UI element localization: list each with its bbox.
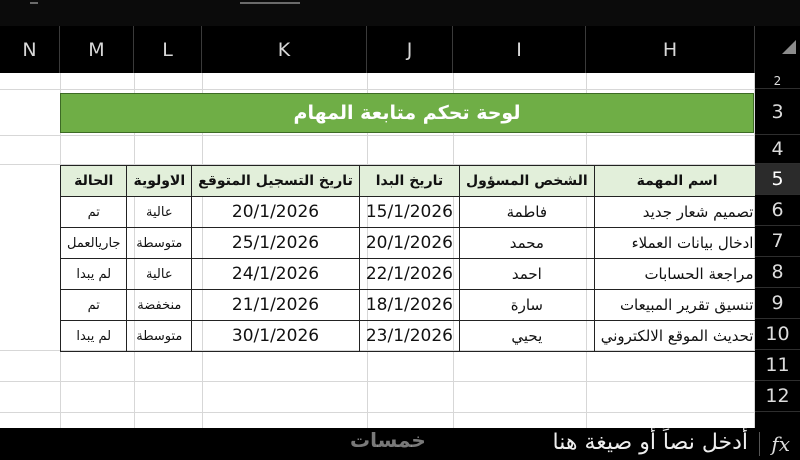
cell-task[interactable]: تنسيق تقرير المبيعات [594,290,755,321]
column-header-I[interactable]: I [453,26,586,73]
spreadsheet-grid[interactable] [0,73,755,428]
cell-task[interactable]: تصميم شعار جديد [594,197,755,228]
header-start-date[interactable]: تاريخ البدا [359,166,459,197]
cell-priority[interactable]: عالية [127,197,192,228]
table-row [61,228,756,259]
cell-priority[interactable]: منخفضة [127,290,192,321]
header-status[interactable]: الحالة [61,166,127,197]
tasks-table [60,165,755,352]
row-header-11[interactable]: 11 [755,350,800,381]
toolbar-fragment [240,2,300,12]
watermark-logo: خمسات [350,428,426,452]
cell-start-date[interactable]: 22/1/2026 [359,259,459,290]
cell-owner[interactable]: محمد [460,228,595,259]
cell-task[interactable]: تحديث الموقع الالكتروني [594,321,755,352]
cell-owner[interactable]: سارة [460,290,595,321]
row-header-8[interactable]: 8 [755,257,800,288]
top-toolbar [0,0,800,26]
cell-priority[interactable]: متوسطة [127,228,192,259]
row-header-9[interactable]: 9 [755,288,800,319]
cell-start-date[interactable]: 18/1/2026 [359,290,459,321]
cell-due-date[interactable]: 20/1/2026 [192,197,360,228]
column-header-H[interactable]: H [586,26,755,73]
header-priority[interactable]: الاولوية [127,166,192,197]
cell-start-date[interactable]: 20/1/2026 [359,228,459,259]
cell-due-date[interactable]: 24/1/2026 [192,259,360,290]
cell-start-date[interactable]: 15/1/2026 [359,197,459,228]
row-header-5[interactable]: 5 [755,164,800,195]
cell-priority[interactable]: متوسطة [127,321,192,352]
table-row [61,321,756,352]
cell-start-date[interactable]: 23/1/2026 [359,321,459,352]
row-header-2[interactable]: 2 [755,73,800,89]
cell-due-date[interactable]: 25/1/2026 [192,228,360,259]
select-all-button[interactable] [755,26,800,73]
cell-owner[interactable]: احمد [460,259,595,290]
cell-owner[interactable]: فاطمة [460,197,595,228]
fx-icon[interactable]: fx [771,432,790,456]
cell-status[interactable]: تم [61,290,127,321]
column-header-bar [0,26,800,73]
column-header-J[interactable]: J [367,26,453,73]
row-header-4[interactable]: 4 [755,135,800,164]
header-task[interactable]: اسم المهمة [594,166,755,197]
row-header-12[interactable]: 12 [755,381,800,412]
toolbar-fragment [30,2,38,12]
row-header-7[interactable]: 7 [755,226,800,257]
row-header-6[interactable]: 6 [755,195,800,226]
cell-status[interactable]: جاريالعمل [61,228,127,259]
cell-due-date[interactable]: 30/1/2026 [192,321,360,352]
column-header-K[interactable]: K [202,26,367,73]
cell-status[interactable]: لم يبدا [61,321,127,352]
table-row [61,259,756,290]
table-header-row [61,166,756,197]
cell-status[interactable]: تم [61,197,127,228]
cell-priority[interactable]: عالية [127,259,192,290]
column-header-L[interactable]: L [134,26,202,73]
cell-task[interactable]: ادخال بيانات العملاء [594,228,755,259]
formula-input[interactable]: أدخل نصاً أو صيغة هنا [552,430,748,455]
column-header-N[interactable]: N [0,26,60,73]
formula-divider [759,432,760,456]
table-row [61,290,756,321]
row-header-10[interactable]: 10 [755,319,800,350]
row-header-3[interactable]: 3 [755,89,800,135]
row-header-bar [755,73,800,428]
cell-status[interactable]: لم يبدا [61,259,127,290]
cell-owner[interactable]: يحيي [460,321,595,352]
header-due-date[interactable]: تاريخ التسجيل المتوقع [192,166,360,197]
column-header-M[interactable]: M [60,26,134,73]
cell-task[interactable]: مراجعة الحسابات [594,259,755,290]
select-all-triangle-icon [782,40,796,54]
header-owner[interactable]: الشخص المسؤول [460,166,595,197]
table-row [61,197,756,228]
dashboard-title[interactable]: لوحة تحكم متابعة المهام [60,93,754,133]
cell-due-date[interactable]: 21/1/2026 [192,290,360,321]
